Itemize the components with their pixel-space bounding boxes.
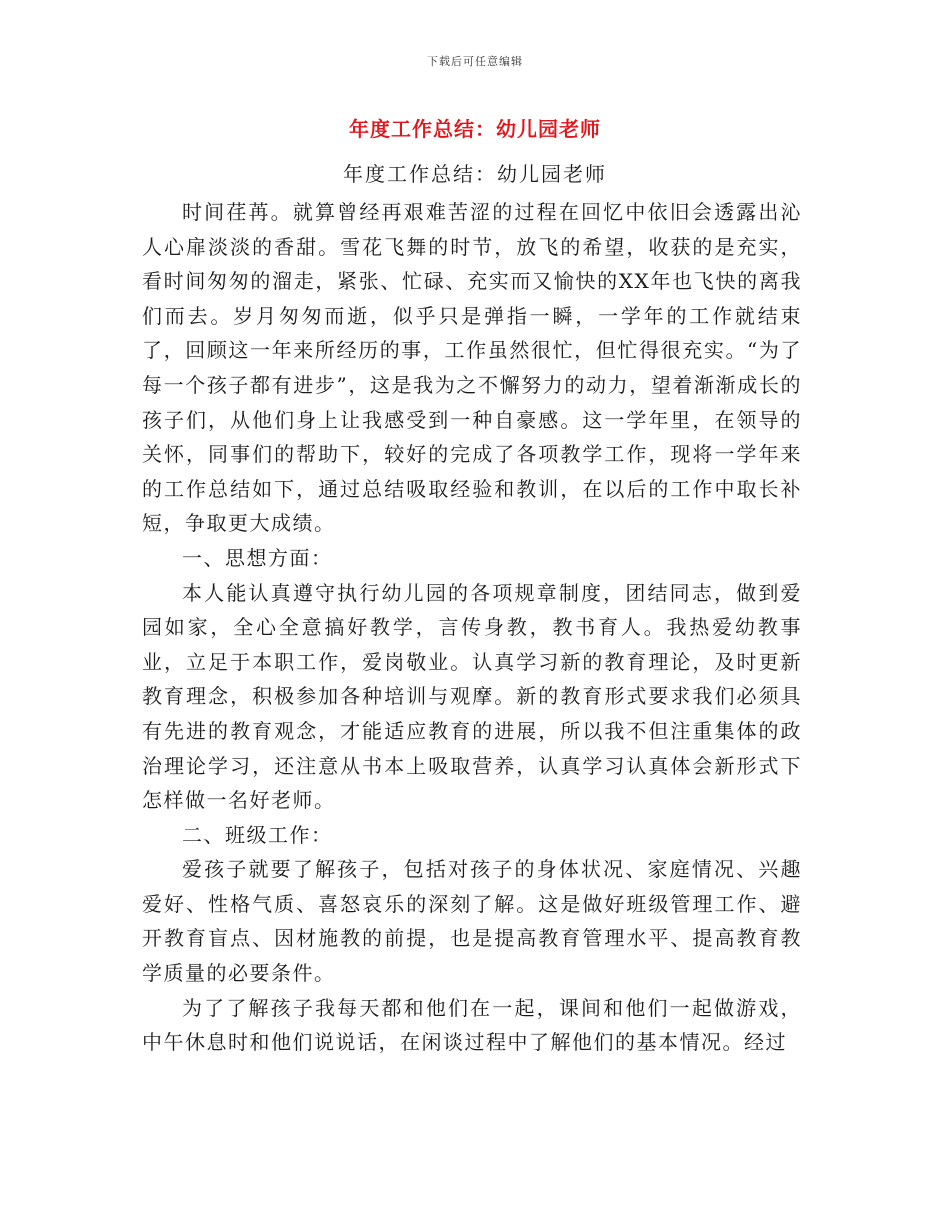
paragraph-understanding-children: 为了了解孩子我每天都和他们在一起，课间和他们一起做游戏，中午休息时和他们说说话，在闲谈过程中了解他们的基本情况。经过 (142, 995, 802, 1055)
document-body (142, 195, 802, 1060)
document-title: 年度工作总结：幼儿园老师 (349, 117, 601, 141)
paragraph-intro: 时间荏苒。就算曾经再艰难苦涩的过程在回忆中依旧会透露出沁人心扉淡淡的香甜。雪花飞舞的时节，放飞的希望，收获的是充实，看时间匆匆的溜走，紧张、忙碌、充实而又愉快的XX年也飞快的离我们而去。岁月匆匆而逝，似乎只是弹指一瞬，一学年的工作就结束了，回顾这一年来所经历的事，工作虽然很忙，但忙得很充实。“为了每一个孩子都有进步”，这是我为之不懈努力的动力，望着渐渐成长的孩子们，从他们身上让我感受到一种自豪感。这一学年里，在领导的关怀，同事们的帮助下，较好的完成了各项教学工作，现将一学年来的工作总结如下，通过总结吸取经验和教训，在以后的工作中取长补短，争取更大成绩。 (142, 200, 802, 536)
section-heading-thought: 一、思想方面： (182, 545, 333, 570)
header-note: 下载后可任意编辑 (427, 55, 523, 68)
document-subtitle: 年度工作总结：幼儿园老师 (343, 162, 607, 186)
paragraph-class-work: 爱孩子就要了解孩子，包括对孩子的身体状况、家庭情况、兴趣爱好、性格气质、喜怒哀乐的深刻了解。这是做好班级管理工作、避开教育盲点、因材施教的前提，也是提高教育管理水平、提高教育教学质量的必要条件。 (142, 857, 802, 986)
section-heading-class-work: 二、班级工作： (182, 822, 333, 847)
paragraph-thought: 本人能认真遵守执行幼儿园的各项规章制度，团结同志，做到爱园如家，全心全意搞好教学，言传身教，教书育人。我热爱幼教事业，立足于本职工作，爱岗敬业。认真学习新的教育理论，及时更新教育理念，积极参加各种培训与观摩。新的教育形式要求我们必须具有先进的教育观念，才能适应教育的进展，所以我不但注重集体的政治理论学习，还注意从书本上吸取营养，认真学习认真体会新形式下怎样做一名好老师。 (142, 580, 802, 813)
